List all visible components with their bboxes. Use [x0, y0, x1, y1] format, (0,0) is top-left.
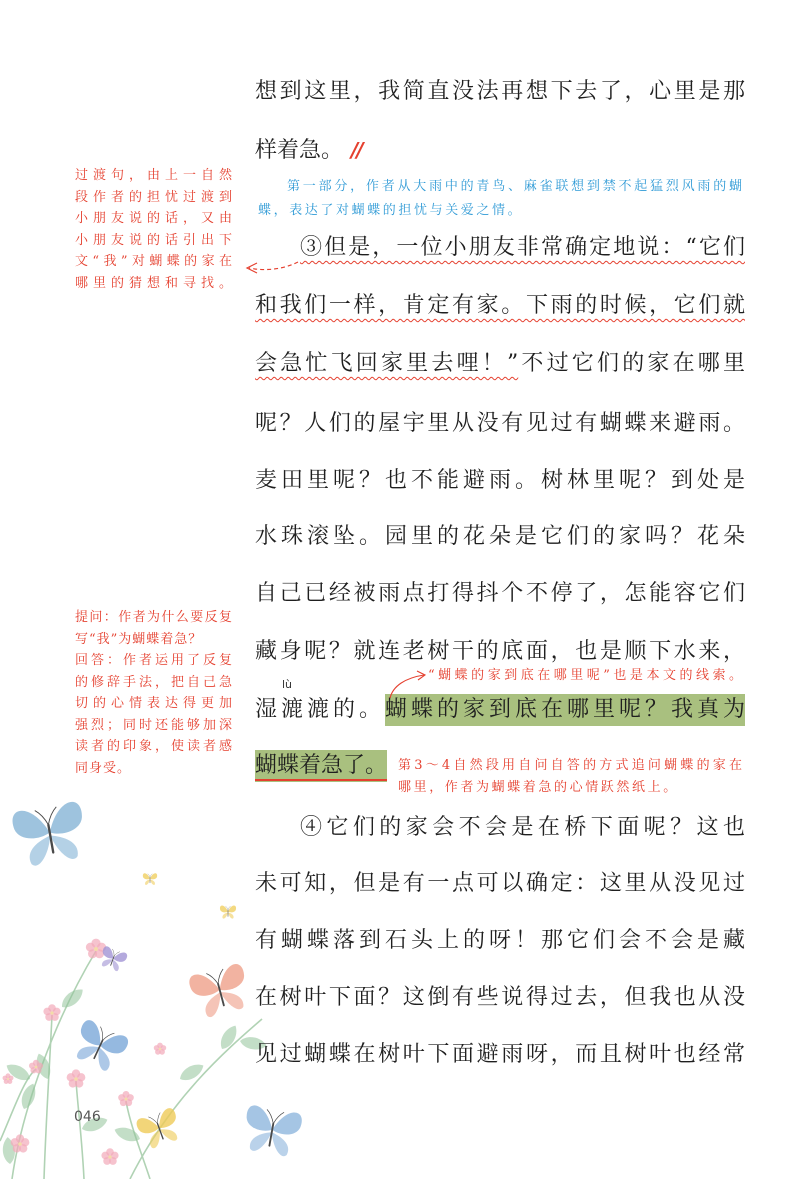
- leaf-illustration: [58, 985, 86, 1012]
- flower-illustration: [43, 1004, 60, 1021]
- technique-note-line: 第3～4自然段用自问自答的方式追问蝴蝶的家在: [398, 758, 742, 773]
- body-line: 有蝴蝶落到石头上的呀！那它们会不会是藏: [255, 928, 745, 953]
- flower-illustration: [3, 1073, 14, 1084]
- body-line: [255, 135, 745, 165]
- body-line-underlined: 和我们一样，肯定有家。下雨的时候，它们就: [255, 293, 745, 318]
- butterfly-illustration: [143, 873, 157, 885]
- clue-note: “蝴蝶的家到底在哪里呢”也是本文的线索。: [428, 668, 742, 683]
- transition-arrow-line: [249, 262, 298, 270]
- body-text: 不过它们的家在哪里: [518, 351, 745, 376]
- butterfly-flower-illustration: [0, 779, 320, 1179]
- highlighted-text: 蝴蝶的家到底在哪里呢？我真为: [385, 694, 745, 726]
- note-line: 同身受。: [75, 760, 132, 776]
- flower-illustration: [86, 939, 106, 959]
- page-number: 046: [74, 1109, 101, 1125]
- question-answer-note: [75, 607, 232, 779]
- flower-illustration: [154, 1043, 166, 1055]
- body-text: 样着急。: [255, 138, 344, 163]
- body-line: 呢？人们的屋宇里从没有见过有蝴蝶来避雨。: [255, 411, 745, 436]
- stem-illustration: [76, 1081, 84, 1179]
- stem-illustration: [44, 1015, 52, 1179]
- note-line: 切的心情表达得更加: [75, 696, 232, 711]
- note-line: 提问：作者为什么要反复: [75, 610, 232, 625]
- technique-note-line: 哪里，作者为蝴蝶着急的心情跃然纸上。: [398, 780, 679, 795]
- note-line: 写“我”为蝴蝶着急？: [75, 631, 203, 647]
- note-line: 过渡句，由上一自然: [75, 168, 232, 183]
- leaf-illustration: [177, 1060, 206, 1084]
- part-summary-note-line: 蝶，表达了对蝴蝶的担忧与关爱之情。: [258, 203, 524, 218]
- body-line: 水珠滚坠。园里的花朵是它们的家吗？花朵: [255, 524, 745, 549]
- transition-arrow-head: [247, 263, 257, 273]
- butterfly-illustration: [187, 962, 252, 1020]
- paragraph-break-mark: //: [351, 138, 362, 162]
- note-line: 强烈；同时还能够加深: [75, 717, 232, 733]
- note-line: 小朋友说的话，又由: [75, 211, 232, 226]
- butterfly-illustration: [69, 1018, 130, 1075]
- note-line: 的修辞手法，把自己急: [75, 674, 232, 690]
- body-line: 未可知，但是有一点可以确定：这里从没见过: [255, 871, 745, 896]
- flower-illustration: [101, 1148, 118, 1165]
- leaf-illustration: [217, 1023, 241, 1052]
- underlined-quote: 会急忙飞回家里去哩！”: [255, 351, 519, 376]
- body-line: 想到这里，我简直没法再想下去了，心里是那: [255, 79, 745, 104]
- body-line: 麦田里呢？也不能避雨。树林里呢？到处是: [255, 468, 745, 493]
- note-line: 文“我”对蝴蝶的家在: [75, 254, 232, 269]
- butterfly-illustration: [241, 1104, 303, 1158]
- butterfly-illustration: [135, 1107, 184, 1152]
- note-line: 哪里的猜想和寻找。: [75, 275, 232, 291]
- part-summary-note-line: 第一部分，作者从大雨中的青鸟、麻雀联想到禁不起猛烈风雨的蝴: [287, 179, 742, 194]
- body-line: [255, 695, 745, 725]
- clue-connector-head: [417, 671, 425, 680]
- flower-illustration: [11, 1134, 30, 1152]
- note-line: 段作者的担忧过渡到: [75, 189, 232, 205]
- body-text: 湿漉漉的。: [255, 697, 385, 722]
- note-line: 小朋友说的话引出下: [75, 232, 232, 248]
- transition-note: [75, 165, 232, 294]
- body-line: 藏身呢？就连老树干的底面，也是顺下水来，: [255, 639, 745, 664]
- pinyin-annotation: lù: [282, 678, 293, 691]
- note-line: 回答：作者运用了反复: [75, 653, 232, 668]
- body-line: ④它们的家会不会是在桥下面呢？这也: [300, 815, 745, 840]
- flower-illustration: [118, 1091, 134, 1106]
- body-line: 见过蝴蝶在树叶下面避雨呀，而且树叶也经常: [255, 1042, 745, 1067]
- butterfly-illustration: [220, 906, 236, 919]
- note-line: 读者的印象，使读者感: [75, 739, 232, 754]
- highlighted-text: 蝴蝶着急了。: [255, 750, 387, 782]
- body-line: 在树叶下面？这倒有些说得过去，但我也从没: [255, 985, 745, 1010]
- body-line: 自己已经被雨点打得抖个不停了，怎能容它们: [255, 581, 745, 606]
- butterfly-illustration: [11, 800, 90, 868]
- body-line-underlined: ③但是，一位小朋友非常确定地说：“它们: [300, 235, 745, 260]
- body-line: [255, 349, 745, 379]
- flower-illustration: [67, 1069, 86, 1087]
